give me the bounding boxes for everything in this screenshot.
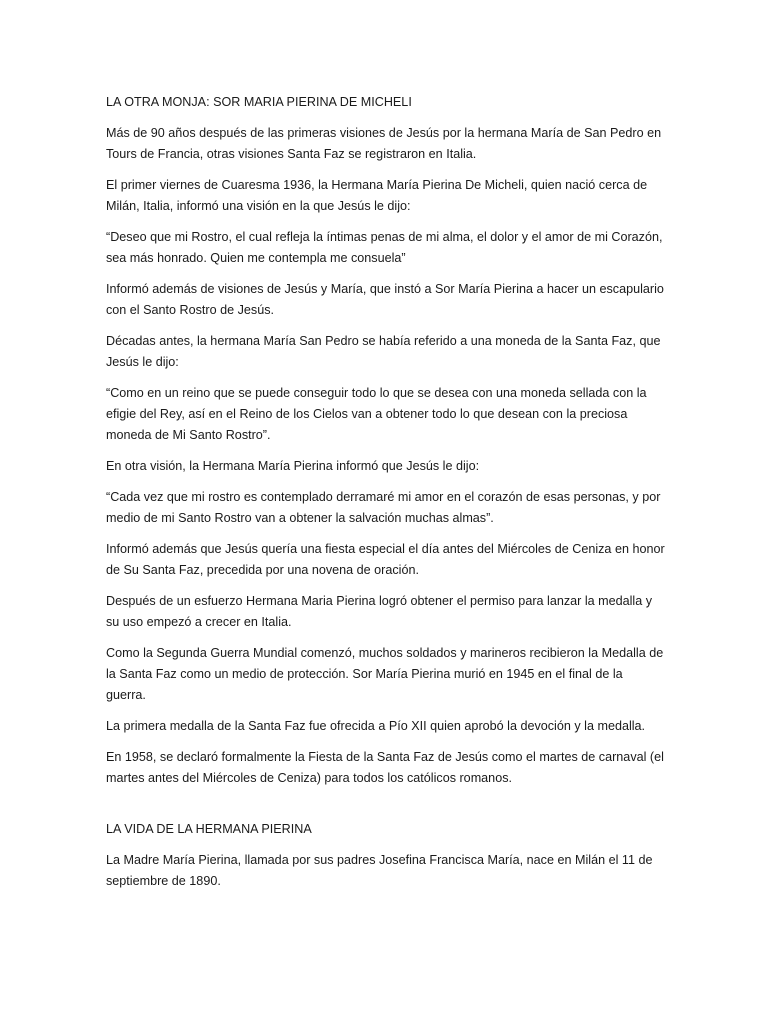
paragraph-nacimiento: La Madre María Pierina, llamada por sus padres Josefina Francisca María, nace en Milán el 11 de septiembre de 1890.: [106, 853, 653, 888]
paragraph-intro: Más de 90 años después de las primeras visiones de Jesús por la hermana María de San Pedro en Tours de Francia, otras visiones Santa Faz se registraron en Italia.: [106, 126, 662, 161]
paragraph-otra-vision: En otra visión, la Hermana María Pierina informó que Jesús le dijo:: [106, 459, 480, 473]
section-title-sor-maria-pierina: LA OTRA MONJA: SOR MARIA PIERINA DE MICHELI: [106, 95, 412, 109]
document-body: [106, 92, 666, 902]
paragraph-fiesta: Informó además que Jesús quería una fiesta especial el día antes del Miércoles de Ceniza en honor de Su Santa Faz, precedida por una novena de oración.: [106, 542, 665, 577]
paragraph-medalla: Después de un esfuerzo Hermana Maria Pierina logró obtener el permiso para lanzar la medalla y su uso empezó a crecer en Italia.: [106, 594, 653, 629]
paragraph-guerra: Como la Segunda Guerra Mundial comenzó, muchos soldados y marineros recibieron la Medalla de la Santa Faz como un medio de protección. Sor María Pierina murió en 1945 en el final de la guerra.: [106, 646, 664, 702]
paragraph-escapulario: Informó además de visiones de Jesús y María, que instó a Sor María Pierina a hacer un escapulario con el Santo Rostro de Jesús.: [106, 282, 664, 317]
quote-cada-vez: “Cada vez que mi rostro es contemplado derramaré mi amor en el corazón de esas personas, y por medio de mi Santo Rostro van a obtener la salvación muchas almas”.: [106, 490, 661, 525]
section-title-vida: LA VIDA DE LA HERMANA PIERINA: [106, 822, 312, 836]
quote-reino: “Como en un reino que se puede conseguir todo lo que se desea con una moneda sellada con la efigie del Rey, así en el Reino de los Cielos van a obtener todo lo que desean con la preciosa moneda de Mi Santo Rostro”.: [106, 386, 647, 442]
paragraph-first-friday: El primer viernes de Cuaresma 1936, la Hermana María Pierina De Micheli, quien nació cerca de Milán, Italia, informó una visión en la que Jesús le dijo:: [106, 178, 648, 213]
quote-rostro: “Deseo que mi Rostro, el cual refleja la íntimas penas de mi alma, el dolor y el amor de mi Corazón, sea más honrado. Quien me contempla me consuela”: [106, 230, 663, 265]
paragraph-pio-xii: La primera medalla de la Santa Faz fue ofrecida a Pío XII quien aprobó la devoción y la medalla.: [106, 719, 646, 733]
paragraph-moneda: Décadas antes, la hermana María San Pedro se había referido a una moneda de la Santa Faz, que Jesús le dijo:: [106, 334, 661, 369]
paragraph-1958: En 1958, se declaró formalmente la Fiesta de la Santa Faz de Jesús como el martes de carnaval (el martes antes del Miércoles de Ceniza) para todos los católicos romanos.: [106, 750, 664, 785]
